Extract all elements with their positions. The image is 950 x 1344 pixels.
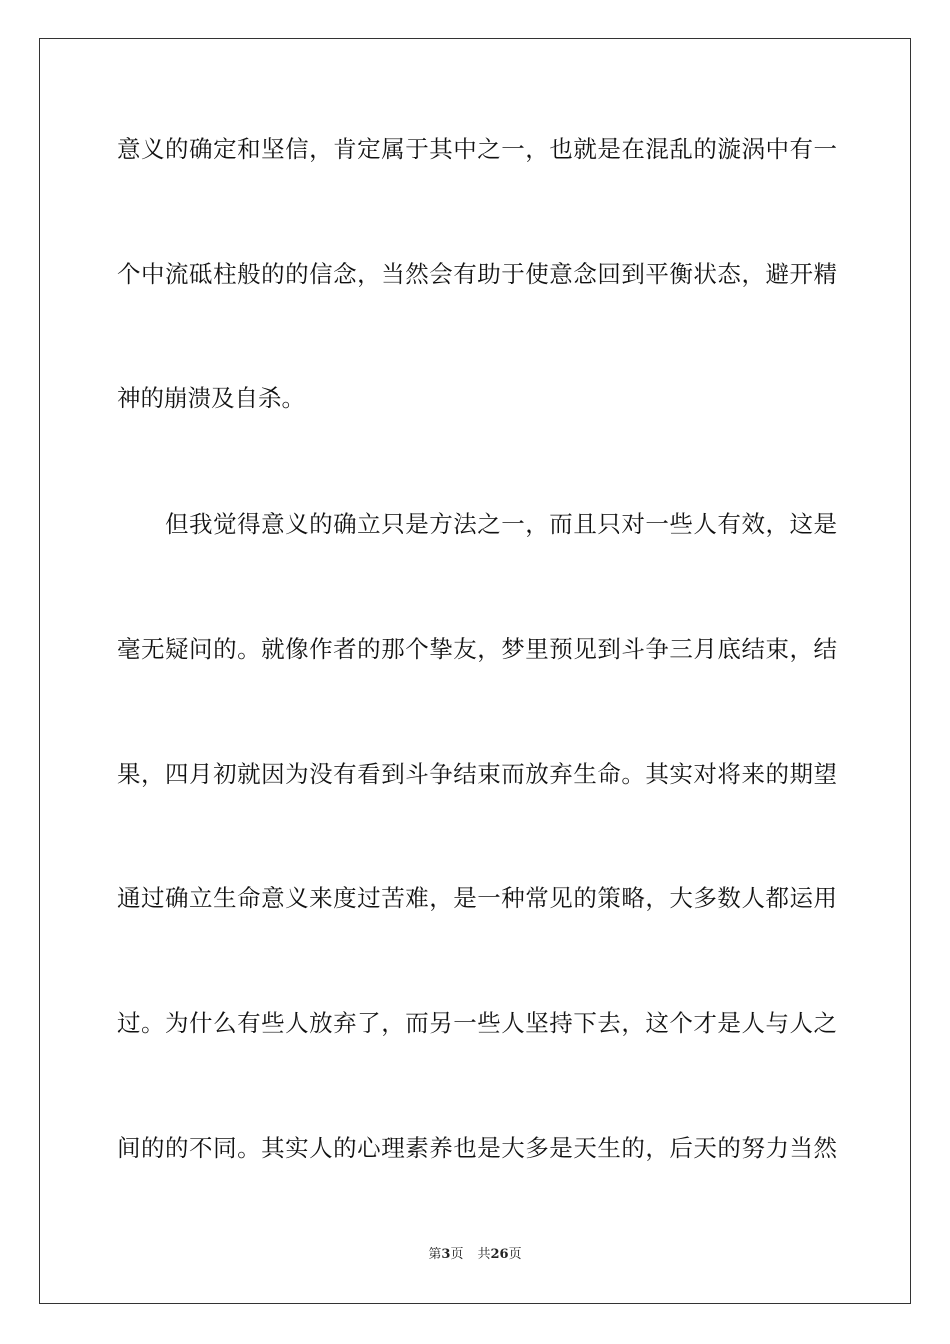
text-line-4: 但我觉得意义的确立只是方法之一，而且只对一些人有效，这是 xyxy=(117,510,837,538)
text-line-3: 神的崩溃及自杀。 xyxy=(117,384,305,412)
total-suffix: 页 xyxy=(508,1247,522,1262)
text-line-5: 毫无疑问的。就像作者的那个挚友，梦里预见到斗争三月底结束，结 xyxy=(117,635,837,663)
page-border xyxy=(39,38,911,1304)
text-line-6: 果，四月初就因为没有看到斗争结束而放弃生命。其实对将来的期望 xyxy=(117,760,837,788)
page-footer xyxy=(0,1246,950,1264)
text-line-7: 通过确立生命意义来度过苦难，是一种常见的策略，大多数人都运用 xyxy=(117,884,837,912)
text-line-9: 间的的不同。其实人的心理素养也是大多是天生的，后天的努力当然 xyxy=(117,1134,837,1162)
page-number: 3 xyxy=(441,1247,451,1262)
page-prefix: 第 xyxy=(428,1247,442,1262)
text-line-1: 意义的确定和坚信，肯定属于其中之一，也就是在混乱的漩涡中有一 xyxy=(117,135,837,163)
total-prefix: 共 xyxy=(477,1247,491,1262)
page-suffix: 页 xyxy=(450,1247,464,1262)
text-line-8: 过。为什么有些人放弃了，而另一些人坚持下去，这个才是人与人之 xyxy=(117,1009,837,1037)
text-line-2: 个中流砥柱般的的信念，当然会有助于使意念回到平衡状态，避开精 xyxy=(117,260,837,288)
total-pages: 26 xyxy=(490,1247,509,1262)
